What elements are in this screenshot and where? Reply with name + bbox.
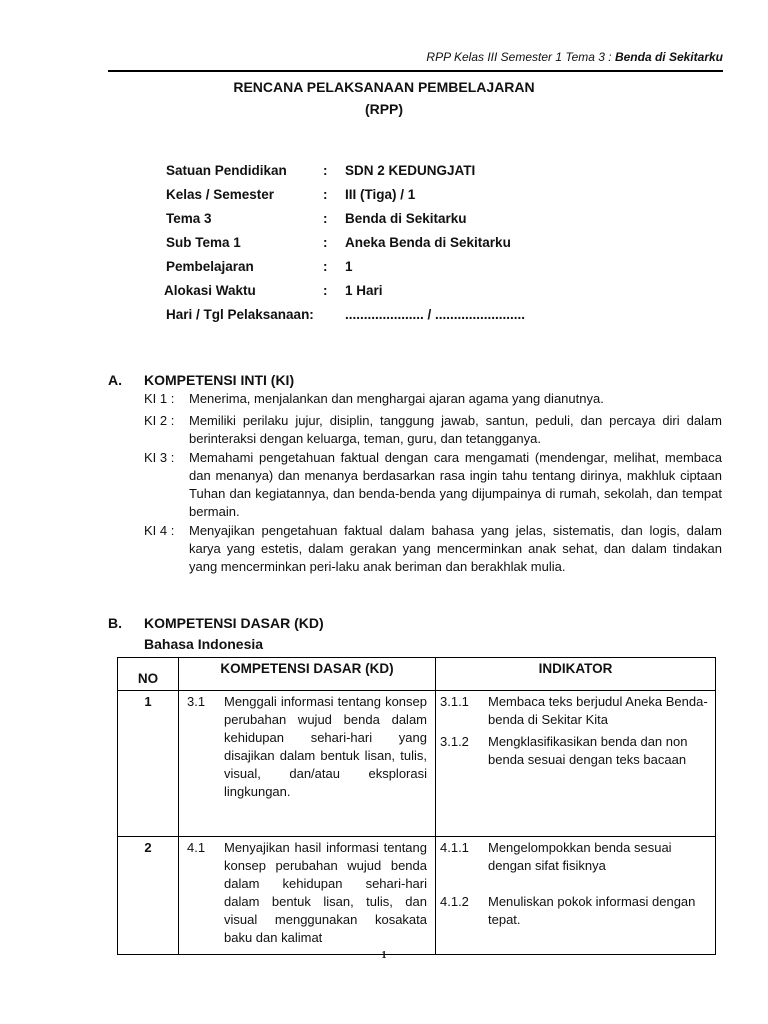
identity-value: Aneka Benda di Sekitarku [345, 235, 511, 250]
kd-number: 3.1 [187, 694, 206, 709]
section-b-letter: B. [108, 615, 122, 631]
indicator-item [440, 839, 711, 875]
identity-label: Satuan Pendidikan [166, 163, 287, 178]
row-number: 2 [118, 837, 179, 955]
ki-text: Menyajikan pengetahuan faktual dalam bahasa yang jelas, sistematis, dan logis, dalam karya yang estetis, dalam gerakan yang mencerminkan anak sehat, dan dalam tindakan yang mencerminkan peri-laku anak beriman dan berakhlak mulia. [189, 523, 722, 574]
identity-value: 1 [345, 259, 353, 274]
table-header-row [118, 658, 716, 691]
identity-colon: : [323, 283, 328, 298]
kd-text: Menyajikan hasil informasi tentang konsep perubahan wujud benda dalam kehidupan sehari-hari dalam bentuk lisan, tulis, dan visual menggunakan kosakata baku dan kalimat [224, 840, 427, 945]
ki-item [144, 522, 722, 576]
indicator-text: Menuliskan pokok informasi dengan tepat. [488, 894, 696, 927]
ki-code: KI 3 : [144, 450, 175, 465]
identity-value: Benda di Sekitarku [345, 211, 467, 226]
header-indikator: INDIKATOR [436, 658, 716, 691]
indicator-text: Mengelompokkan benda sesuai dengan sifat fisiknya [488, 840, 672, 873]
indicator-text: Membaca teks berjudul Aneka Benda-benda di Sekitar Kita [488, 694, 708, 727]
identity-label: Sub Tema 1 [166, 235, 241, 250]
header-topic: Benda di Sekitarku [614, 50, 723, 64]
indicator-number: 4.1.1 [440, 840, 469, 855]
kd-cell [179, 691, 436, 837]
section-a-letter: A. [108, 372, 122, 388]
identity-value: 1 Hari [345, 283, 383, 298]
indicator-item [440, 693, 711, 729]
indicator-cell [436, 837, 716, 955]
identity-colon: : [323, 259, 328, 274]
kd-table [117, 657, 716, 955]
subject-heading: Bahasa Indonesia [144, 636, 264, 652]
indicator-number: 3.1.2 [440, 734, 469, 749]
identity-label: Hari / Tgl Pelaksanaan: [166, 307, 314, 322]
ki-code: KI 1 : [144, 391, 175, 406]
ki-item [144, 449, 722, 521]
table-row [118, 837, 716, 955]
document-title: RENCANA PELAKSANAAN PEMBELAJARAN [233, 79, 535, 95]
identity-colon: : [323, 187, 328, 202]
kd-number: 4.1 [187, 840, 206, 855]
identity-label: Alokasi Waktu [164, 283, 256, 298]
identity-value: III (Tiga) / 1 [345, 187, 416, 202]
indicator-number: 4.1.2 [440, 894, 469, 909]
identity-label: Pembelajaran [166, 259, 254, 274]
kd-cell [179, 837, 436, 955]
identity-label: Tema 3 [166, 211, 212, 226]
ki-code: KI 4 : [144, 523, 175, 538]
identity-value: ..................... / ........................ [345, 307, 526, 322]
section-a-title: KOMPETENSI INTI (KI) [144, 372, 295, 388]
ki-text: Memiliki perilaku jujur, disiplin, tanggung jawab, santun, peduli, dan percaya diri dalam berinteraksi dengan keluarga, teman, guru, dan tetangganya. [189, 413, 722, 446]
ki-code: KI 2 : [144, 413, 175, 428]
kd-text: Menggali informasi tentang konsep perubahan wujud benda dalam kehidupan sehari-hari yang disajikan dalam bentuk lisan, tulis, visual, dan/atau eksplorasi lingkungan. [224, 694, 427, 799]
header-no: NO [118, 658, 179, 691]
identity-colon: : [323, 211, 328, 226]
page-header [108, 50, 723, 72]
header-kd: KOMPETENSI DASAR (KD) [179, 658, 436, 691]
identity-label: Kelas / Semester [166, 187, 275, 202]
document-subtitle: (RPP) [364, 101, 404, 117]
page-number: 1 [381, 950, 387, 961]
row-number: 1 [118, 691, 179, 837]
identity-colon: : [323, 163, 328, 178]
identity-value: SDN 2 KEDUNGJATI [345, 163, 476, 178]
indicator-text: Mengklasifikasikan benda dan non benda sesuai dengan teks bacaan [488, 734, 688, 767]
ki-text: Memahami pengetahuan faktual dengan cara mengamati (mendengar, melihat, membaca dan menanya) dan menanya berdasarkan rasa ingin tahu tentang dirinya, makhluk ciptaan Tuhan dan kegiatannya, dan benda-benda yang dijumpainya di rumah, sekolah, dan tempat bermain. [189, 450, 722, 519]
indicator-item [440, 893, 711, 929]
ki-item [144, 390, 722, 408]
ki-text: Menerima, menjalankan dan menghargai ajaran agama yang dianutnya. [189, 391, 604, 406]
header-prefix: RPP Kelas III Semester 1 Tema 3 : [426, 50, 615, 64]
identity-colon: : [323, 235, 328, 250]
indicator-cell [436, 691, 716, 837]
indicator-item [440, 733, 711, 769]
ki-item [144, 412, 722, 448]
indicator-number: 3.1.1 [440, 694, 469, 709]
table-row [118, 691, 716, 837]
section-b-title: KOMPETENSI DASAR (KD) [144, 615, 324, 631]
header-text [426, 50, 723, 64]
